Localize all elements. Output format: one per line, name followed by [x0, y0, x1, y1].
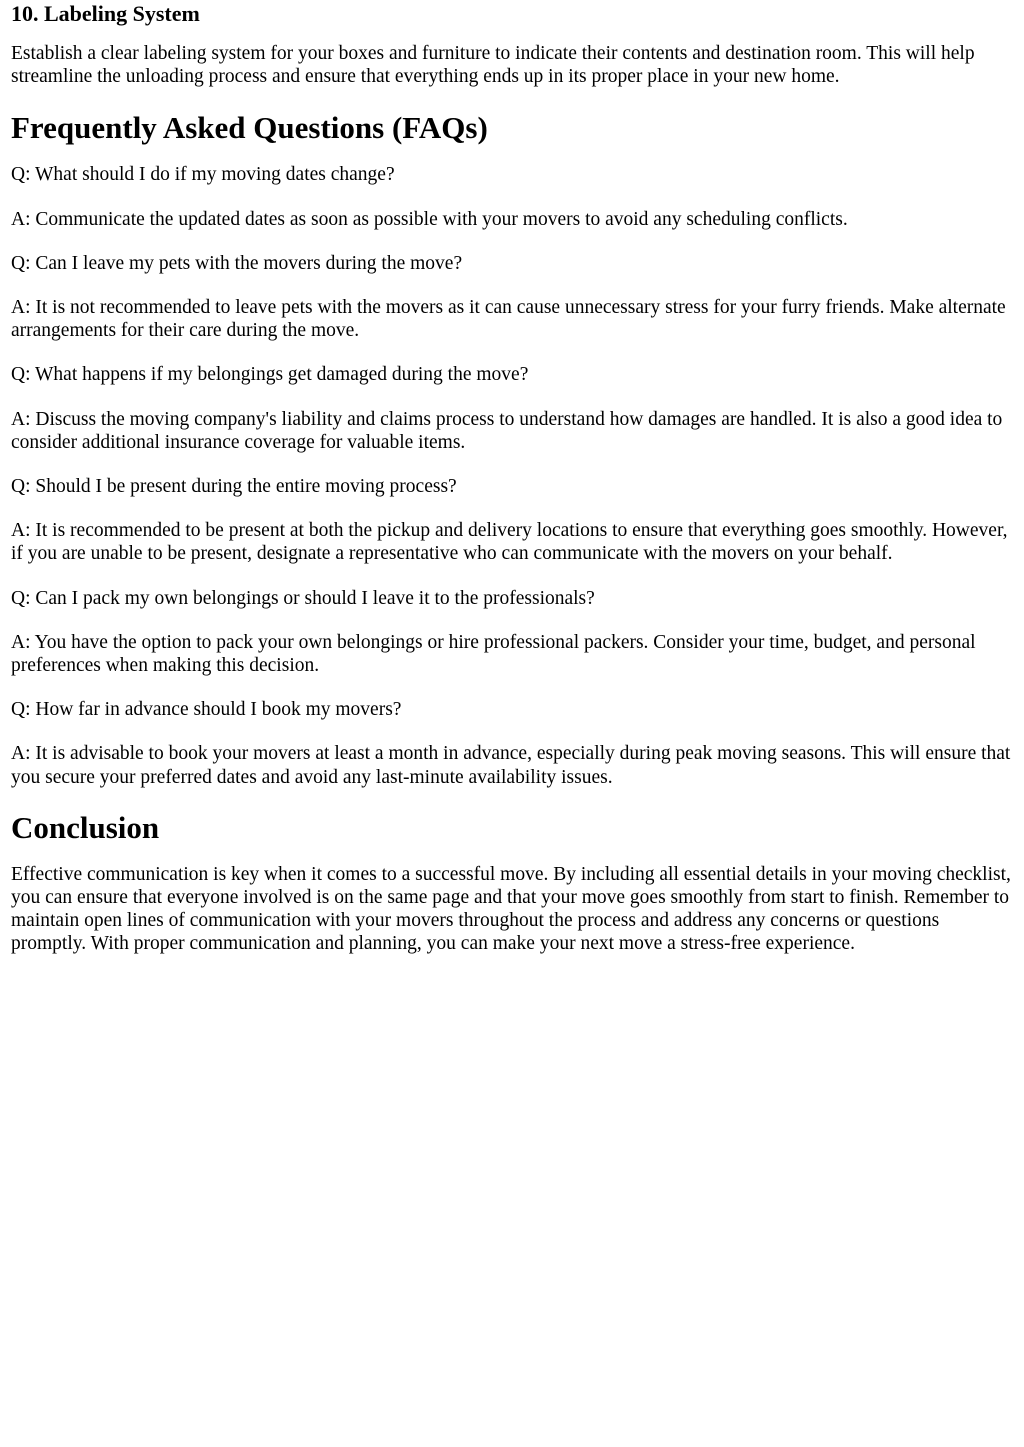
faq-answer: A: It is recommended to be present at both the pickup and delivery locations to ensure that everything goes smoothly. However, if you are unable to be present, designate a representative who can communicate with the movers on your behalf.	[11, 520, 1008, 565]
article	[0, 1, 1024, 956]
faq-answer: A: You have the option to pack your own belongings or hire professional packers. Consider your time, budget, and personal preferences when making this decision.	[11, 631, 976, 677]
faq-answer: A: It is not recommended to leave pets with the movers as it can cause unnecessary stress for your furry friends. Make alternate arrangements for their care during the move.	[11, 297, 1006, 342]
faq-heading: Frequently Asked Questions (FAQs)	[11, 110, 488, 146]
faq-list	[11, 163, 1013, 788]
conclusion-paragraph: Effective communication is key when it comes to a successful move. By including all essential details in your moving checklist, you can ensure that everyone involved is on the same page and that your move goes smoothly from start to finish. Remember to maintain open lines of communication with your movers throughout the process and address any concerns or questions promptly. With proper communication and planning, you can make your next move a stress-free experience.	[11, 863, 1011, 955]
faq-question: Q: Can I pack my own belongings or should I leave it to the professionals?	[11, 587, 595, 609]
faq-question: Q: How far in advance should I book my movers?	[11, 699, 402, 721]
conclusion-heading: Conclusion	[11, 809, 160, 845]
faq-question: Q: What happens if my belongings get damaged during the move?	[11, 364, 529, 386]
faq-question: Q: Should I be present during the entire moving process?	[11, 476, 457, 498]
faq-answer: A: It is advisable to book your movers at least a month in advance, especially during peak moving seasons. This will ensure that you secure your preferred dates and avoid any last-minute availability issues.	[11, 743, 1011, 788]
faq-answer: A: Discuss the moving company's liability and claims process to understand how damages are handled. It is also a good idea to consider additional insurance coverage for valuable items.	[11, 408, 1003, 453]
faq-answer: A: Communicate the updated dates as soon as possible with your movers to avoid any scheduling conflicts.	[11, 208, 848, 230]
faq-question: Q: Can I leave my pets with the movers during the move?	[11, 252, 463, 274]
labeling-system-heading: 10. Labeling System	[11, 1, 200, 26]
labeling-system-paragraph: Establish a clear labeling system for your boxes and furniture to indicate their contents and destination room. This will help streamline the unloading process and ensure that everything ends up in its proper place in your new home.	[11, 43, 975, 88]
faq-question: Q: What should I do if my moving dates change?	[11, 164, 395, 186]
